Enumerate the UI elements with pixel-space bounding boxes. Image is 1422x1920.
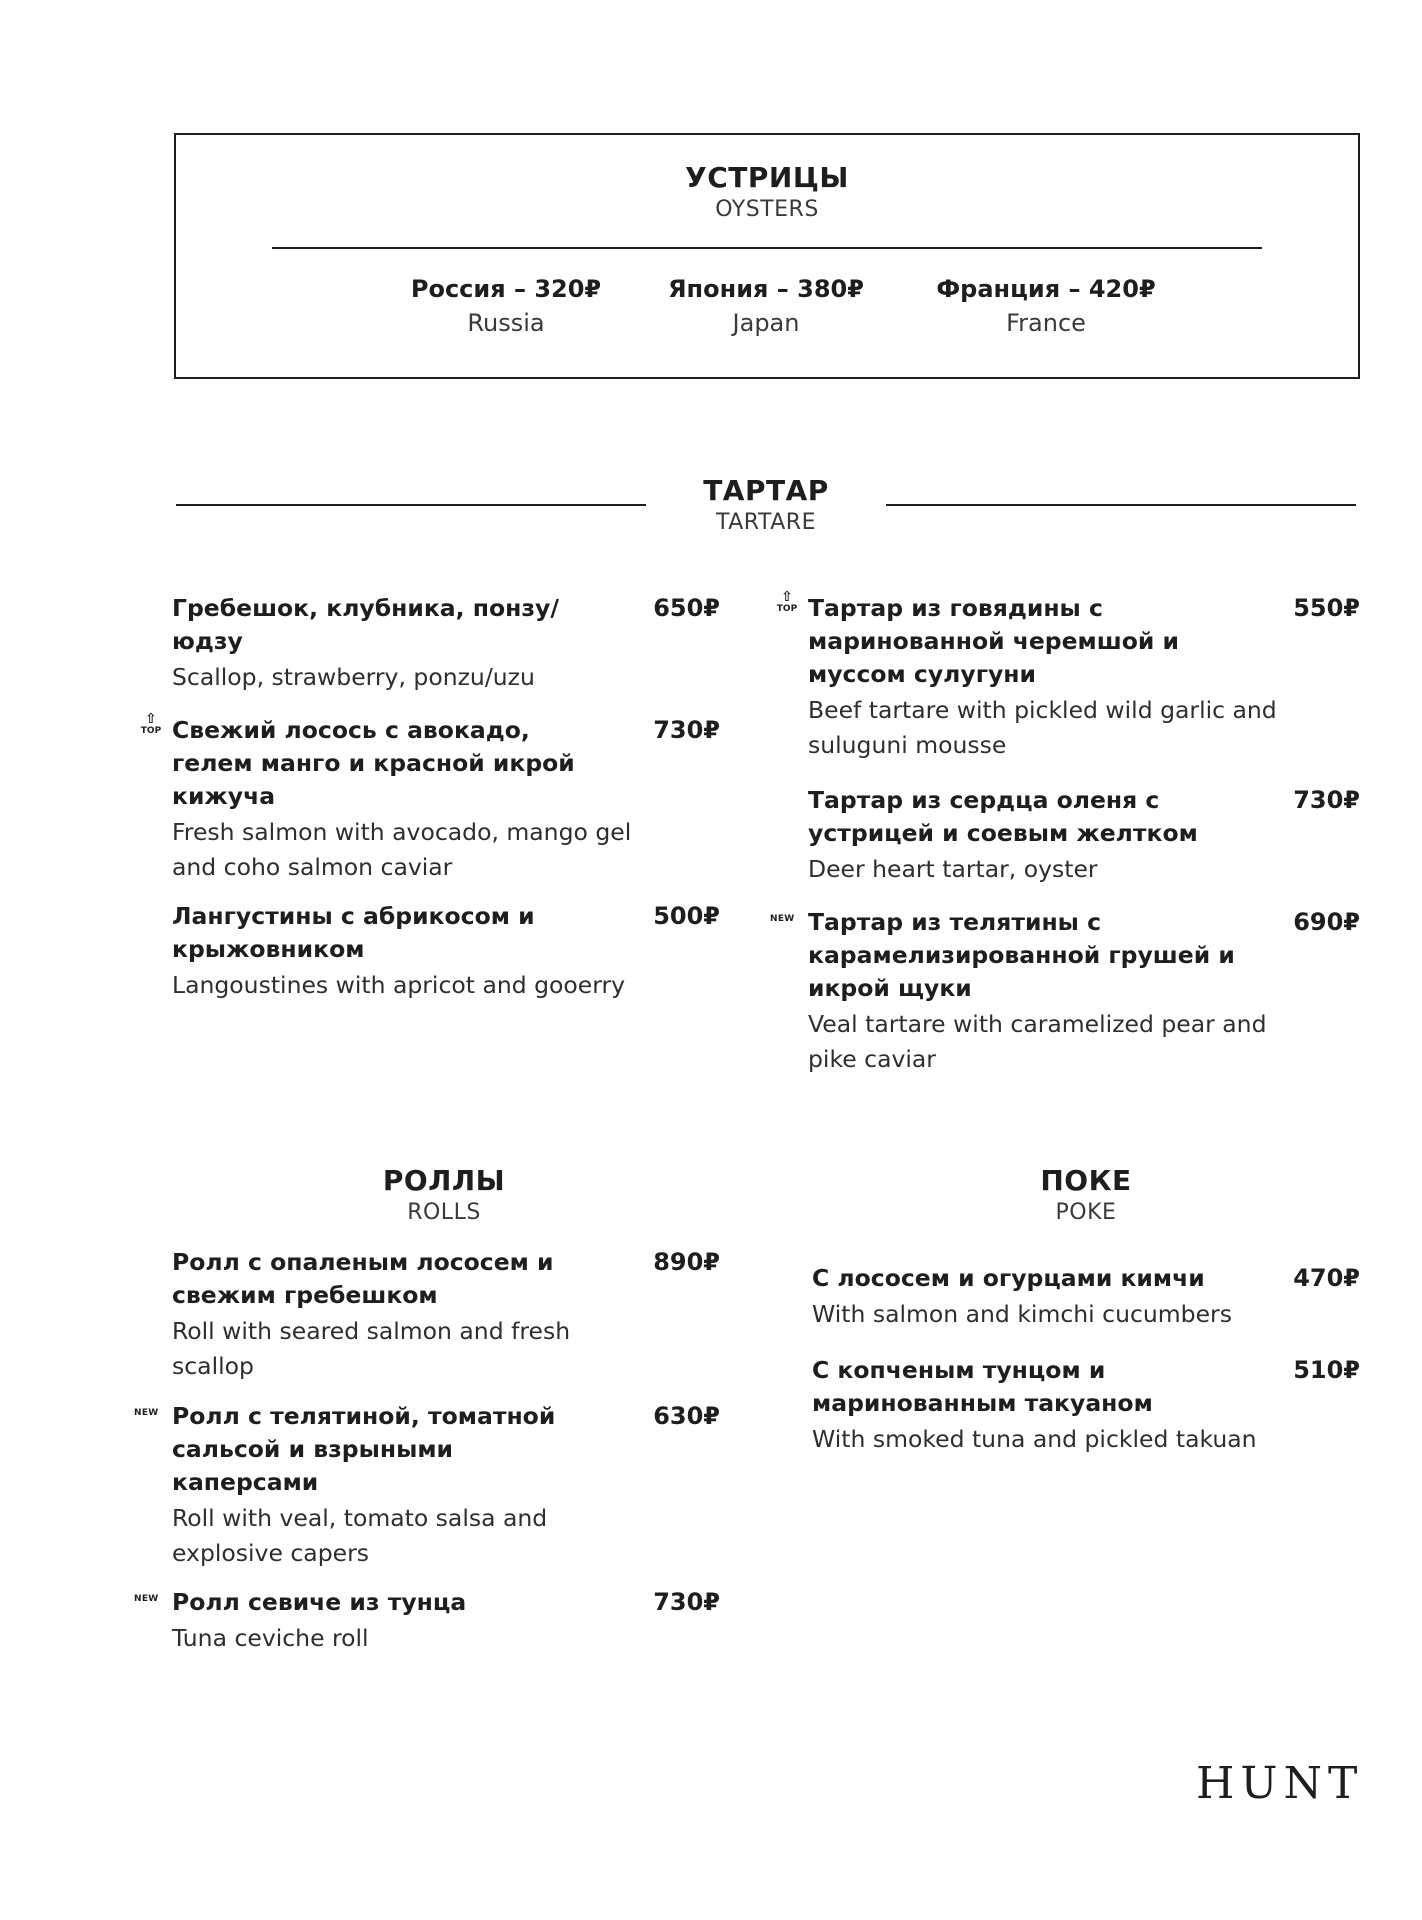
hunt-logo: HUNT bbox=[1196, 1758, 1364, 1809]
oysters-box bbox=[174, 133, 1360, 379]
new-badge: NEW bbox=[134, 1408, 159, 1418]
item-price: 890₽ bbox=[653, 1248, 720, 1276]
item-name: Свежий лосось с авокадо, гелем манго и красной икрой кижуча bbox=[172, 716, 575, 810]
menu-item bbox=[776, 589, 1360, 763]
menu-item bbox=[172, 900, 720, 1003]
item-price: 550₽ bbox=[1293, 594, 1360, 622]
item-desc: Scallop, strawberry, ponzu/uzu bbox=[172, 663, 535, 691]
item-price: 730₽ bbox=[1293, 786, 1360, 814]
item-name: Тартар из говядины с маринованной черемшой и муссом сулугуни bbox=[808, 594, 1179, 688]
tartare-title: ТАРТАР bbox=[703, 474, 829, 507]
item-price: 470₽ bbox=[1293, 1264, 1360, 1292]
menu-item bbox=[140, 711, 720, 885]
rolls-title: РОЛЛЫ bbox=[382, 1164, 506, 1197]
oyster-france-en: France bbox=[1006, 309, 1086, 337]
item-price: 510₽ bbox=[1293, 1356, 1360, 1384]
menu-item bbox=[134, 1586, 720, 1656]
item-desc: Veal tartare with caramelized pear and pike caviar bbox=[808, 1010, 1267, 1073]
item-name: С копченым тунцом и маринованным такуаном bbox=[812, 1356, 1153, 1417]
top-badge-label: TOP bbox=[776, 604, 798, 614]
item-price: 650₽ bbox=[653, 594, 720, 622]
item-desc: With salmon and kimchi cucumbers bbox=[812, 1300, 1232, 1328]
item-desc: Roll with seared salmon and fresh scallop bbox=[172, 1317, 571, 1380]
item-price: 730₽ bbox=[653, 716, 720, 744]
item-name: Ролл с телятиной, томатной сальсой и взрыными каперсами bbox=[172, 1402, 556, 1496]
item-price: 500₽ bbox=[653, 902, 720, 930]
oyster-japan-en: Japan bbox=[732, 309, 800, 337]
item-name: Тартар из сердца оленя с устрицей и соевым желтком bbox=[808, 786, 1198, 847]
item-name: С лососем и огурцами кимчи bbox=[812, 1264, 1205, 1292]
oyster-russia-label: Россия – 320₽ bbox=[410, 275, 602, 303]
oyster-russia-en: Russia bbox=[467, 309, 545, 337]
oyster-france bbox=[896, 275, 1196, 337]
item-desc: With smoked tuna and pickled takuan bbox=[812, 1425, 1257, 1453]
up-arrow-icon: ⇧ bbox=[145, 711, 157, 727]
menu-item bbox=[808, 784, 1360, 887]
item-desc: Tuna ceviche roll bbox=[172, 1624, 369, 1652]
menu-item bbox=[812, 1262, 1360, 1332]
tartare-subtitle: TARTARE bbox=[716, 510, 816, 535]
item-desc: Beef tartare with pickled wild garlic and suluguni mousse bbox=[808, 696, 1277, 759]
item-desc: Fresh salmon with avocado, mango gel and coho salmon caviar bbox=[172, 818, 632, 881]
rolls-subtitle: ROLLS bbox=[407, 1200, 481, 1225]
oyster-russia bbox=[356, 275, 656, 337]
top-badge-label: TOP bbox=[140, 726, 162, 736]
up-arrow-icon: ⇧ bbox=[781, 589, 793, 605]
item-price: 730₽ bbox=[653, 1588, 720, 1616]
item-name: Лангустины с абрикосом и крыжовником bbox=[172, 902, 535, 963]
menu-item bbox=[812, 1354, 1360, 1457]
poke-subtitle: POKE bbox=[1055, 1200, 1117, 1225]
oyster-japan-label: Япония – 380₽ bbox=[668, 275, 864, 303]
menu-item bbox=[172, 1246, 720, 1384]
oyster-france-label: Франция – 420₽ bbox=[936, 275, 1156, 303]
item-name: Ролл с опаленым лососем и свежим гребешком bbox=[172, 1248, 554, 1309]
item-name: Гребешок, клубника, понзу/юдзу bbox=[172, 594, 559, 655]
oyster-japan bbox=[616, 275, 916, 337]
item-desc: Langoustines with apricot and gooerry bbox=[172, 971, 626, 999]
top-badge bbox=[772, 590, 802, 614]
tartare-rule-left bbox=[176, 504, 646, 506]
new-badge: NEW bbox=[134, 1594, 159, 1604]
item-desc: Roll with veal, tomato salsa and explosive capers bbox=[172, 1504, 548, 1567]
menu-item bbox=[770, 906, 1360, 1077]
menu-item bbox=[172, 592, 720, 695]
poke-title: ПОКЕ bbox=[1040, 1164, 1132, 1197]
oysters-subtitle: OYSTERS bbox=[715, 197, 819, 222]
item-price: 690₽ bbox=[1293, 908, 1360, 936]
item-name: Ролл севиче из тунца bbox=[172, 1588, 467, 1616]
menu-item bbox=[134, 1400, 720, 1571]
tartare-rule-right bbox=[886, 504, 1356, 506]
oysters-divider bbox=[272, 247, 1262, 249]
new-badge: NEW bbox=[770, 914, 795, 924]
item-price: 630₽ bbox=[653, 1402, 720, 1430]
oysters-title: УСТРИЦЫ bbox=[685, 161, 849, 194]
top-badge bbox=[136, 712, 166, 736]
item-desc: Deer heart tartar, oyster bbox=[808, 855, 1098, 883]
item-name: Тартар из телятины с карамелизированной грушей и икрой щуки bbox=[808, 908, 1235, 1002]
